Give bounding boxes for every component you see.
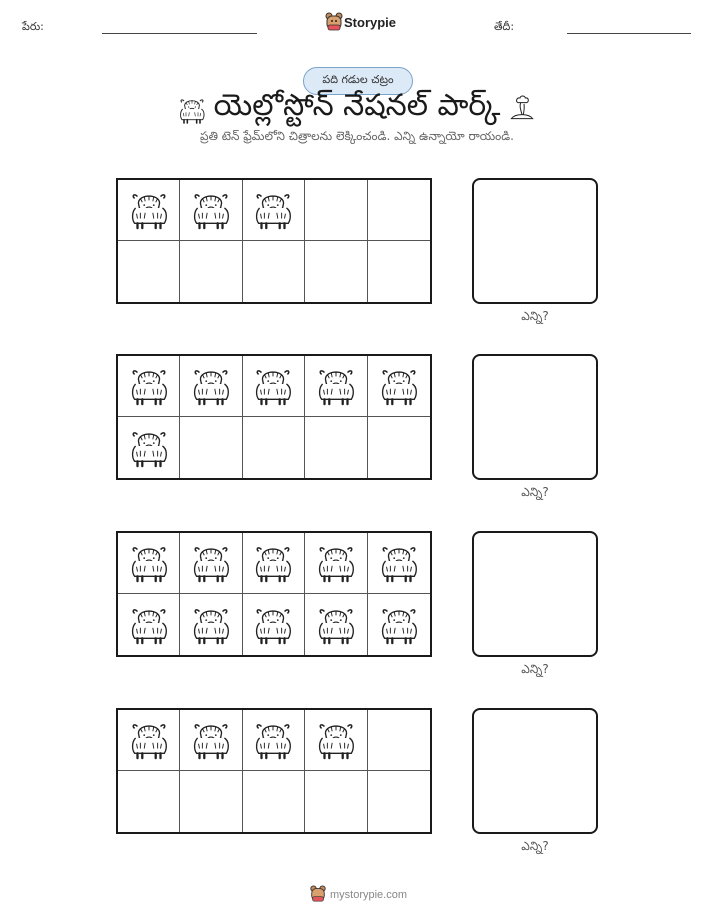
ten-frame-cell xyxy=(243,180,305,241)
ten-frame-cell xyxy=(305,180,367,241)
ten-frame-cell xyxy=(118,417,180,478)
highland-cow-icon xyxy=(126,600,172,650)
highland-cow-icon xyxy=(188,185,234,235)
how-many-label: ఎన్ని? xyxy=(521,309,549,323)
ten-frame-cell xyxy=(180,180,242,241)
how-many-label: ఎన్ని? xyxy=(521,485,549,499)
highland-cow-icon xyxy=(176,93,208,125)
ten-frame-cell xyxy=(243,771,305,832)
geyser-icon xyxy=(506,92,538,124)
ten-frame-cell xyxy=(118,533,180,594)
ten-frame-cell xyxy=(243,356,305,417)
highland-cow-icon xyxy=(376,600,422,650)
ten-frame-cell xyxy=(180,241,242,302)
storypie-logo-icon xyxy=(325,12,345,32)
ten-frame-cell xyxy=(243,710,305,771)
highland-cow-icon xyxy=(188,361,234,411)
highland-cow-icon xyxy=(126,361,172,411)
highland-cow-icon xyxy=(250,185,296,235)
answer-box[interactable] xyxy=(472,531,598,657)
ten-frame-cell xyxy=(305,771,367,832)
highland-cow-icon xyxy=(126,538,172,588)
answer-box[interactable] xyxy=(472,178,598,304)
ten-frame xyxy=(116,178,432,304)
ten-frame-cell xyxy=(243,533,305,594)
ten-frame-cell xyxy=(118,771,180,832)
ten-frame-cell xyxy=(305,594,367,655)
ten-frame-cell xyxy=(368,533,430,594)
ten-frame xyxy=(116,708,432,834)
ten-frame-cell xyxy=(368,594,430,655)
ten-frame-cell xyxy=(118,180,180,241)
ten-frame-cell xyxy=(180,417,242,478)
ten-frame-cell xyxy=(118,710,180,771)
ten-frame-cell xyxy=(180,594,242,655)
instructions: ప్రతి టెన్ ఫ్రేమ్‌లోని చిత్రాలను లెక్కించండి. ఎన్ని ఉన్నాయో రాయండి. xyxy=(200,129,514,143)
ten-frame-cell xyxy=(368,180,430,241)
ten-frame-cell xyxy=(368,771,430,832)
ten-frame-cell xyxy=(180,771,242,832)
highland-cow-icon xyxy=(376,361,422,411)
ten-frame-cell xyxy=(118,594,180,655)
name-line[interactable] xyxy=(102,33,257,34)
ten-frame-cell xyxy=(305,710,367,771)
ten-frame-cell xyxy=(243,417,305,478)
highland-cow-icon xyxy=(188,715,234,765)
highland-cow-icon xyxy=(313,600,359,650)
ten-frame-cell xyxy=(180,710,242,771)
ten-frame-cell xyxy=(305,417,367,478)
highland-cow-icon xyxy=(188,600,234,650)
worksheet-type-badge: పది గడుల చట్రం xyxy=(303,67,413,95)
highland-cow-icon xyxy=(250,600,296,650)
highland-cow-icon xyxy=(376,538,422,588)
date-label: తేదీ: xyxy=(494,20,515,33)
how-many-label: ఎన్ని? xyxy=(521,662,549,676)
page-title: యెల్లోస్టోన్ నేషనల్ పార్క్ xyxy=(213,88,501,123)
answer-box[interactable] xyxy=(472,708,598,834)
highland-cow-icon xyxy=(250,715,296,765)
storypie-logo-icon xyxy=(309,885,327,903)
ten-frame-cell xyxy=(368,710,430,771)
ten-frame-cell xyxy=(180,533,242,594)
ten-frame xyxy=(116,531,432,657)
answer-box[interactable] xyxy=(472,354,598,480)
highland-cow-icon xyxy=(313,538,359,588)
ten-frame-cell xyxy=(305,241,367,302)
highland-cow-icon xyxy=(313,361,359,411)
name-label: పేరు: xyxy=(22,20,44,33)
ten-frame-cell xyxy=(180,356,242,417)
ten-frame-cell xyxy=(243,594,305,655)
ten-frame-cell xyxy=(305,356,367,417)
ten-frame xyxy=(116,354,432,480)
how-many-label: ఎన్ని? xyxy=(521,839,549,853)
ten-frame-cell xyxy=(118,241,180,302)
ten-frame-cell xyxy=(305,533,367,594)
highland-cow-icon xyxy=(250,538,296,588)
date-line[interactable] xyxy=(567,33,691,34)
footer-url[interactable]: mystorypie.com xyxy=(330,889,408,901)
ten-frame-cell xyxy=(368,241,430,302)
highland-cow-icon xyxy=(250,361,296,411)
highland-cow-icon xyxy=(313,715,359,765)
highland-cow-icon xyxy=(126,715,172,765)
brand-name: Storypie xyxy=(344,15,397,30)
highland-cow-icon xyxy=(126,185,172,235)
ten-frame-cell xyxy=(118,356,180,417)
ten-frame-cell xyxy=(368,417,430,478)
ten-frame-cell xyxy=(243,241,305,302)
ten-frame-cell xyxy=(368,356,430,417)
highland-cow-icon xyxy=(188,538,234,588)
highland-cow-icon xyxy=(126,423,172,473)
